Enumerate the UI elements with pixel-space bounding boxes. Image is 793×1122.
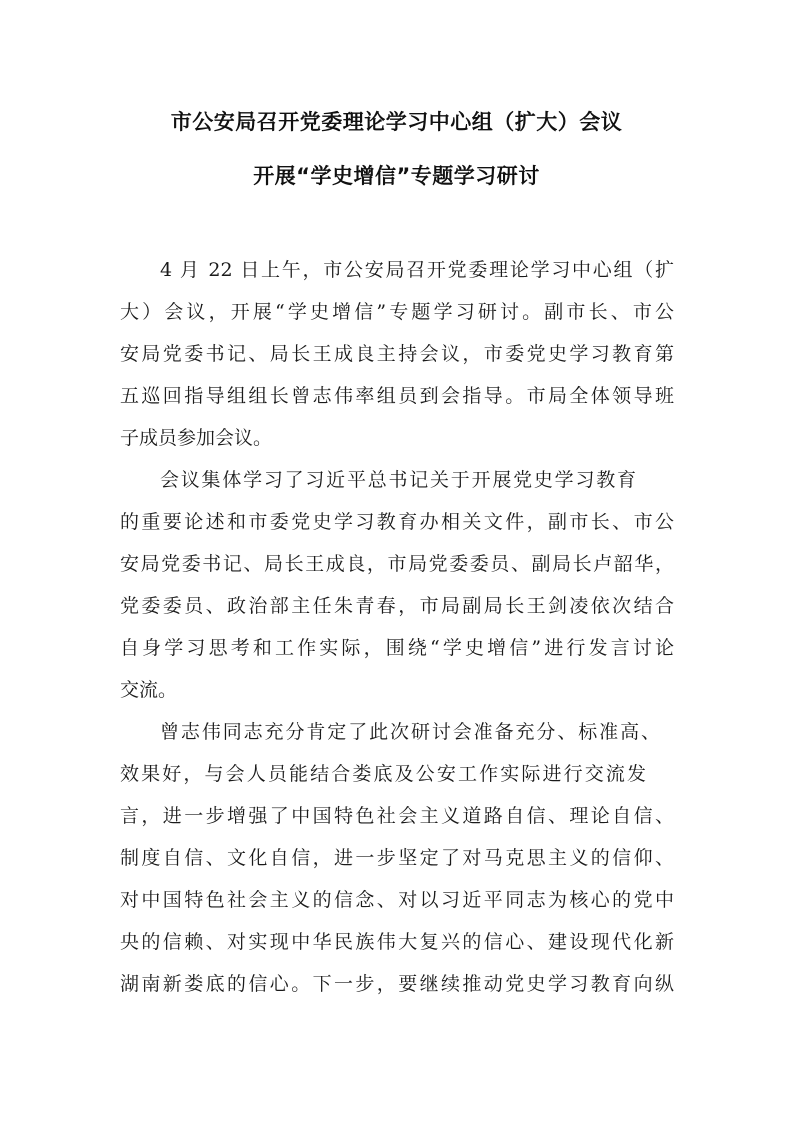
body-line: 安局党委书记、局长王成良主持会议，市委党史学习教育第	[120, 343, 674, 365]
body-line: 自身学习思考和工作实际，围绕“学史增信”进行发言讨论	[120, 637, 674, 659]
body-line: 交流。	[120, 679, 178, 701]
body-line: 大）会议，开展“学史增信”专题学习研讨。副市长、市公	[120, 301, 674, 323]
body-line: 效果好，与会人员能结合娄底及公安工作实际进行交流发	[120, 763, 646, 785]
body-line: 会议集体学习了习近平总书记关于开展党史学习教育	[160, 469, 636, 491]
body-line: 安局党委书记、局长王成良，市局党委委员、副局长卢韶华，	[120, 553, 674, 575]
body-line: 子成员参加会议。	[120, 427, 273, 449]
body-line: 4 月 22 日上午，市公安局召开党委理论学习中心组（扩	[160, 259, 674, 281]
body-line: 对中国特色社会主义的信念、对以习近平同志为核心的党中	[120, 889, 674, 911]
body-line: 湖南新娄底的信心。下一步，要继续推动党史学习教育向纵	[120, 973, 674, 995]
document-title-line-2: 开展“学史增信”专题学习研讨	[253, 164, 540, 188]
document-title-line-1: 市公安局召开党委理论学习中心组（扩大）会议	[170, 110, 623, 134]
body-line: 言，进一步增强了中国特色社会主义道路自信、理论自信、	[120, 805, 674, 827]
body-line: 的重要论述和市委党史学习教育办相关文件，副市长、市公	[120, 511, 674, 533]
body-line: 五巡回指导组组长曾志伟率组员到会指导。市局全体领导班	[120, 385, 674, 407]
body-line: 央的信赖、对实现中华民族伟大复兴的信心、建设现代化新	[120, 931, 674, 953]
body-line: 曾志伟同志充分肯定了此次研讨会准备充分、标准高、	[160, 721, 660, 743]
body-line: 制度自信、文化自信，进一步坚定了对马克思主义的信仰、	[120, 847, 674, 869]
body-line: 党委委员、政治部主任朱青春，市局副局长王剑凌依次结合	[120, 595, 674, 617]
